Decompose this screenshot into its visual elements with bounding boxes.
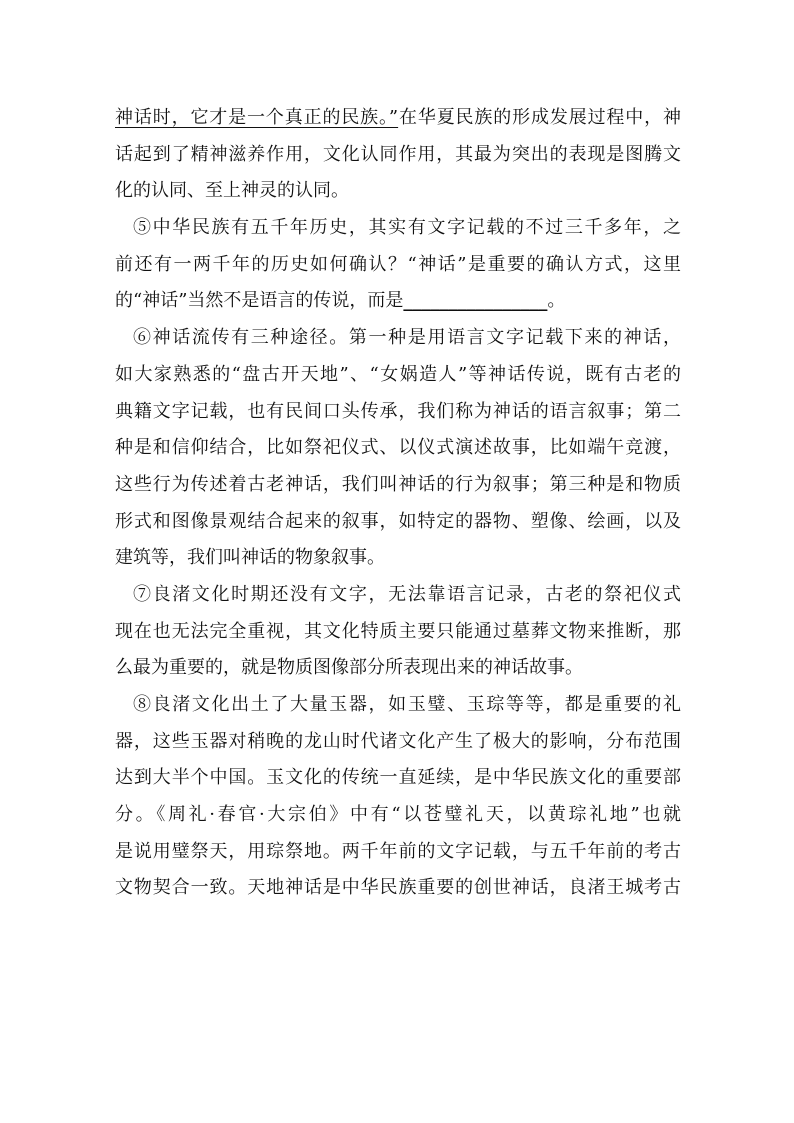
paragraph-8-start: ⑧良渚文化出土了大量玉器，如玉璧、玉琮等等，都是重要的礼 — [133, 694, 681, 715]
line-tail: 。 — [547, 290, 566, 312]
text-line: 如大家熟悉的“盘古开天地”、“女娲造人”等神话传说，既有古老的 — [115, 363, 681, 385]
text-line: 文物契合一致。天地神话是中华民族重要的创世神话，良渚王城考古 — [115, 877, 681, 899]
article-body — [115, 100, 681, 907]
fill-in-blank: ________________ — [403, 290, 548, 312]
text-line: 分。《周礼·春官·大宗伯》中有“以苍璧礼天，以黄琮礼地”也就 — [115, 804, 681, 826]
text-line: 典籍文字记载，也有民间口头传承，我们称为神话的语言叙事；第二 — [115, 400, 681, 422]
text-line: 形式和图像景观结合起来的叙事，如特定的器物、塑像、绘画，以及 — [115, 510, 681, 532]
text-line: 么最为重要的，就是物质图像部分所表现出来的神话故事。 — [115, 657, 583, 679]
text-line: 器，这些玉器对稍晚的龙山时代诸文化产生了极大的影响，分布范围 — [115, 730, 681, 752]
paragraph-6-start: ⑥神话流传有三种途径。第一种是用语言文字记载下来的神话， — [133, 327, 681, 349]
paragraph-5-start: ⑤中华民族有五千年历史，其实有文字记载的不过三千多年，之 — [133, 217, 681, 239]
text-line — [115, 100, 681, 137]
text-line: 现在也无法完全重视，其文化特质主要只能通过墓葬文物来推断，那 — [115, 620, 681, 642]
text-line: 种是和信仰结合，比如祭祀仪式、以仪式演述故事，比如端午竞渡， — [115, 437, 681, 459]
text-line: 前还有一两千年的历史如何确认？“神话”是重要的确认方式，这里 — [115, 253, 681, 275]
line-text: 在华夏民族的形成发展过程中，神 — [398, 107, 681, 128]
underlined-quote: 神话时，它才是一个真正的民族。” — [115, 107, 399, 128]
text-line: 达到大半个中国。玉文化的传统一直延续，是中华民族文化的重要部 — [115, 767, 681, 789]
paragraph-7-start: ⑦良渚文化时期还没有文字，无法靠语言记录，古老的祭祀仪式 — [133, 583, 681, 605]
text-line: 是说用璧祭天，用琮祭地。两千年前的文字记载，与五千年前的考古 — [115, 840, 681, 862]
text-line: 化的认同、至上神灵的认同。 — [115, 180, 349, 202]
text-line: 话起到了精神滋养作用，文化认同作用，其最为突出的表现是图腾文 — [115, 143, 681, 165]
line-text: 的“神话”当然不是语言的传说，而是 — [115, 290, 404, 312]
text-line — [115, 283, 681, 320]
text-line: 这些行为传述着古老神话，我们叫神话的行为叙事；第三种是和物质 — [115, 473, 681, 495]
text-line: 建筑等，我们叫神话的物象叙事。 — [115, 547, 385, 569]
